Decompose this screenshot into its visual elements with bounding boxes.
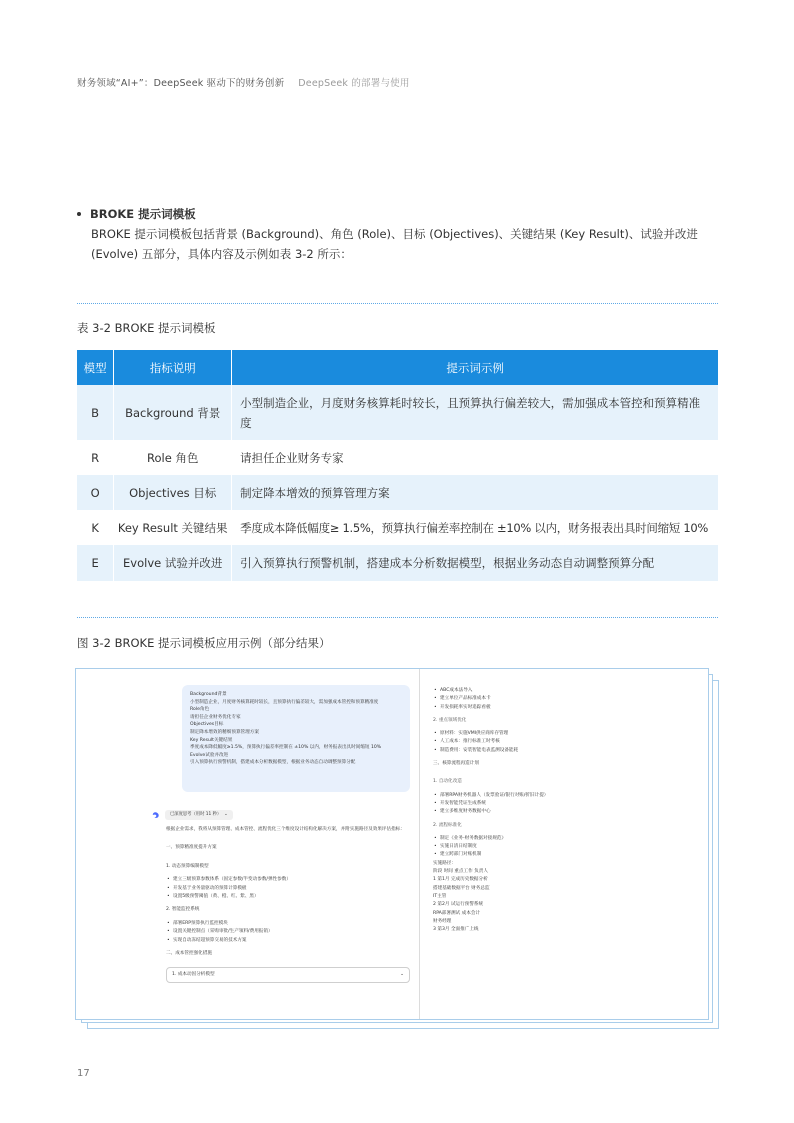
row-letter: B (77, 385, 114, 440)
answer-bullet: • 建立单位产品标准成本卡 (433, 695, 703, 703)
answer-line: IT主管 (433, 893, 447, 899)
answer-subheading: 2. 智能监控系统 (166, 907, 200, 913)
prompt-line: Key Result关键结果 (190, 737, 233, 743)
answer-bullet: • 建立多维度财务数据中心 (433, 808, 703, 816)
table-row (77, 510, 718, 545)
prompt-line: Objectives目标 (190, 722, 224, 728)
row-letter: K (77, 510, 114, 545)
answer-bullet: • 设置5级预警阈值（黄、橙、红、紫、黑） (166, 893, 410, 901)
chevron-down-icon: ⌄ (224, 812, 228, 817)
intro-paragraph: BROKE 提示词模板包括背景 (Background)、角色 (Role)、目标 (Objectives)、关键结果 (Key Result)、试验并改进 (Evolve) 五部分，具体内容及示例如表 3-2 所示： (91, 227, 698, 261)
row-example: 小型制造企业，月度财务核算耗时较长，且预算执行偏差较大，需加强成本管控和预算精准度 (232, 385, 718, 440)
answer-line: 3 第3月 全面推广上线 (433, 927, 479, 933)
bullet-dot (77, 212, 81, 216)
row-indicator: Key Result 关键结果 (114, 510, 232, 545)
answer-bullet: • 建立三级预算参数体系（固定参数/半变动参数/弹性参数） (166, 876, 410, 884)
col-header-model: 模型 (77, 350, 114, 385)
chat-right-pane (419, 669, 709, 1019)
running-header (77, 75, 410, 89)
answer-heading: 三、核算流程再造计划 (433, 761, 479, 767)
dotted-divider (77, 617, 718, 618)
answer-bullet: • 部署ERP预算执行监控模块 (166, 920, 410, 928)
row-example: 引入预算执行预警机制，搭建成本分析数据模型，根据业务动态自动调整预算分配 (232, 545, 718, 581)
prompt-line: 请担任企业财务优化专家 (190, 714, 241, 720)
chevron-down-icon: ⌄ (400, 972, 404, 978)
dropdown-value: 1. 成本动因分析模型 (172, 972, 215, 978)
table-header-row (77, 350, 718, 385)
answer-bullet: • 实现自动冻结超预算交易的技术方案 (166, 937, 410, 945)
answer-intro: 根据企业需求，我将从预算管理、成本管控、流程优化三个维度设计结构化解决方案，并附实施路径及效果评估指标： (166, 827, 405, 832)
col-header-example: 提示词示例 (232, 350, 718, 385)
answer-line: 2 第2月 试运行预警系统 (433, 902, 484, 908)
answer-bullet: • ABC成本法导入 (433, 687, 703, 695)
prompt-line: Evolve试验并改进 (190, 752, 229, 758)
prompt-line: 小型制造企业，月度财务核算耗时较长，且预算执行偏差较大，需加强成本管控和预算精准度 (190, 699, 379, 705)
answer-lines (166, 839, 410, 963)
model-status-row (152, 809, 233, 821)
figure-screenshot (75, 668, 709, 1020)
chat-left-pane (76, 669, 416, 1019)
row-letter: O (77, 475, 114, 510)
figure-caption: 图 3-2 BROKE 提示词模板应用示例（部分结果） (77, 636, 331, 650)
answer-bullet: • 设置关键控制点（采购审批/生产领料/费用报销） (166, 928, 410, 936)
row-example: 制定降本增效的预算管理方案 (232, 475, 718, 510)
prompt-line: 季度成本降低幅度≥1.5%，预算执行偏差率控制在 ±10% 以内，财务报表出具时间缩短 10% (190, 745, 382, 751)
prompt-line: 引入预算执行预警机制，搭建成本分析数据模型，根据业务动态自动调整预算分配 (190, 760, 356, 766)
row-indicator: Background 背景 (114, 385, 232, 440)
answer-bullet: • 原材料：实施VMI供应商库存管理 (433, 730, 703, 738)
row-example: 请担任企业财务专家 (240, 450, 344, 465)
dotted-divider (77, 303, 718, 304)
answer-bullet: • 制造费用：安装智能电表监测设备能耗 (433, 747, 703, 755)
running-header-chapter-title: DeepSeek 的部署与使用 (298, 78, 410, 89)
answer-subheading: 1. 自动化改造 (433, 779, 462, 785)
table-row (77, 545, 718, 581)
answer-bullet: • 开发智能凭证生成系统 (433, 800, 703, 808)
answer-continued (433, 687, 703, 934)
answer-bullet: • 实施日清日结制度 (433, 843, 703, 851)
deepseek-logo-icon (152, 811, 160, 819)
answer-line: 搭建基础数据平台 财务总监 (433, 885, 490, 891)
answer-bullet: • 人工成本：推行标准工时考核 (433, 738, 703, 746)
collapsed-section-dropdown[interactable] (166, 967, 410, 983)
broke-table (77, 350, 718, 581)
table-row (77, 385, 718, 440)
section-heading-text: BROKE 提示词模板 (90, 207, 196, 221)
answer-bullet: • 开发基于业务量驱动的预算计算模板 (166, 885, 410, 893)
answer-heading: 一、预算精准度提升方案 (166, 845, 217, 851)
section-heading (77, 206, 196, 222)
answer-heading: 二、成本管控强化措施 (166, 951, 212, 957)
answer-line: 阶段 时间 重点工作 负责人 (433, 869, 488, 875)
row-example: 季度成本降低幅度≥ 1.5%，预算执行偏差率控制在 ±10% 以内，财务报表出具时间缩短 10% (240, 520, 708, 535)
table-row (77, 440, 718, 475)
prompt-line: Role角色 (190, 707, 210, 713)
page-number: 17 (77, 1068, 90, 1079)
answer-bullet: • 部署RPA财务机器人（发票验证/银行对账/折旧计提） (433, 792, 703, 800)
row-indicator: Objectives 目标 (114, 475, 232, 510)
answer-subheading: 2. 重点领域优化 (433, 717, 467, 723)
thinking-status-label: 已深度思考（用时 11 秒） (170, 812, 222, 817)
user-prompt-bubble (182, 685, 410, 792)
answer-bullet: • 建立跨部门对账机制 (433, 851, 703, 859)
answer-subheading: 2. 流程标准化 (433, 822, 462, 828)
table-row (77, 475, 718, 510)
answer-bullet: • 开发损耗率实时追踪看板 (433, 704, 703, 712)
row-letter: E (77, 545, 114, 581)
answer-line: RPA部署测试 成本会计 (433, 910, 481, 916)
prompt-line: 制定降本增效的精细预算管理方案 (190, 729, 259, 735)
answer-line: 财务经理 (433, 918, 452, 924)
col-header-indicator: 指标说明 (114, 350, 232, 385)
row-indicator: Role 角色 (114, 440, 232, 475)
answer-bullet: • 制定《业务-财务数据对接规范》 (433, 835, 703, 843)
running-header-book-title: 财务领域“AI+”：DeepSeek 驱动下的财务创新 (77, 78, 285, 89)
row-indicator: Evolve 试验并改进 (114, 545, 232, 581)
prompt-line: Background背景 (190, 692, 227, 697)
thinking-status-toggle[interactable] (165, 810, 233, 820)
answer-line: 实施路径： (433, 860, 456, 866)
row-letter: R (77, 440, 114, 475)
answer-line: 1 第1月 完成历史数据分析 (433, 877, 488, 883)
table-caption: 表 3-2 BROKE 提示词模板 (77, 321, 216, 335)
assistant-answer (166, 826, 410, 983)
answer-subheading: 1. 动态预算编制模型 (166, 863, 209, 869)
